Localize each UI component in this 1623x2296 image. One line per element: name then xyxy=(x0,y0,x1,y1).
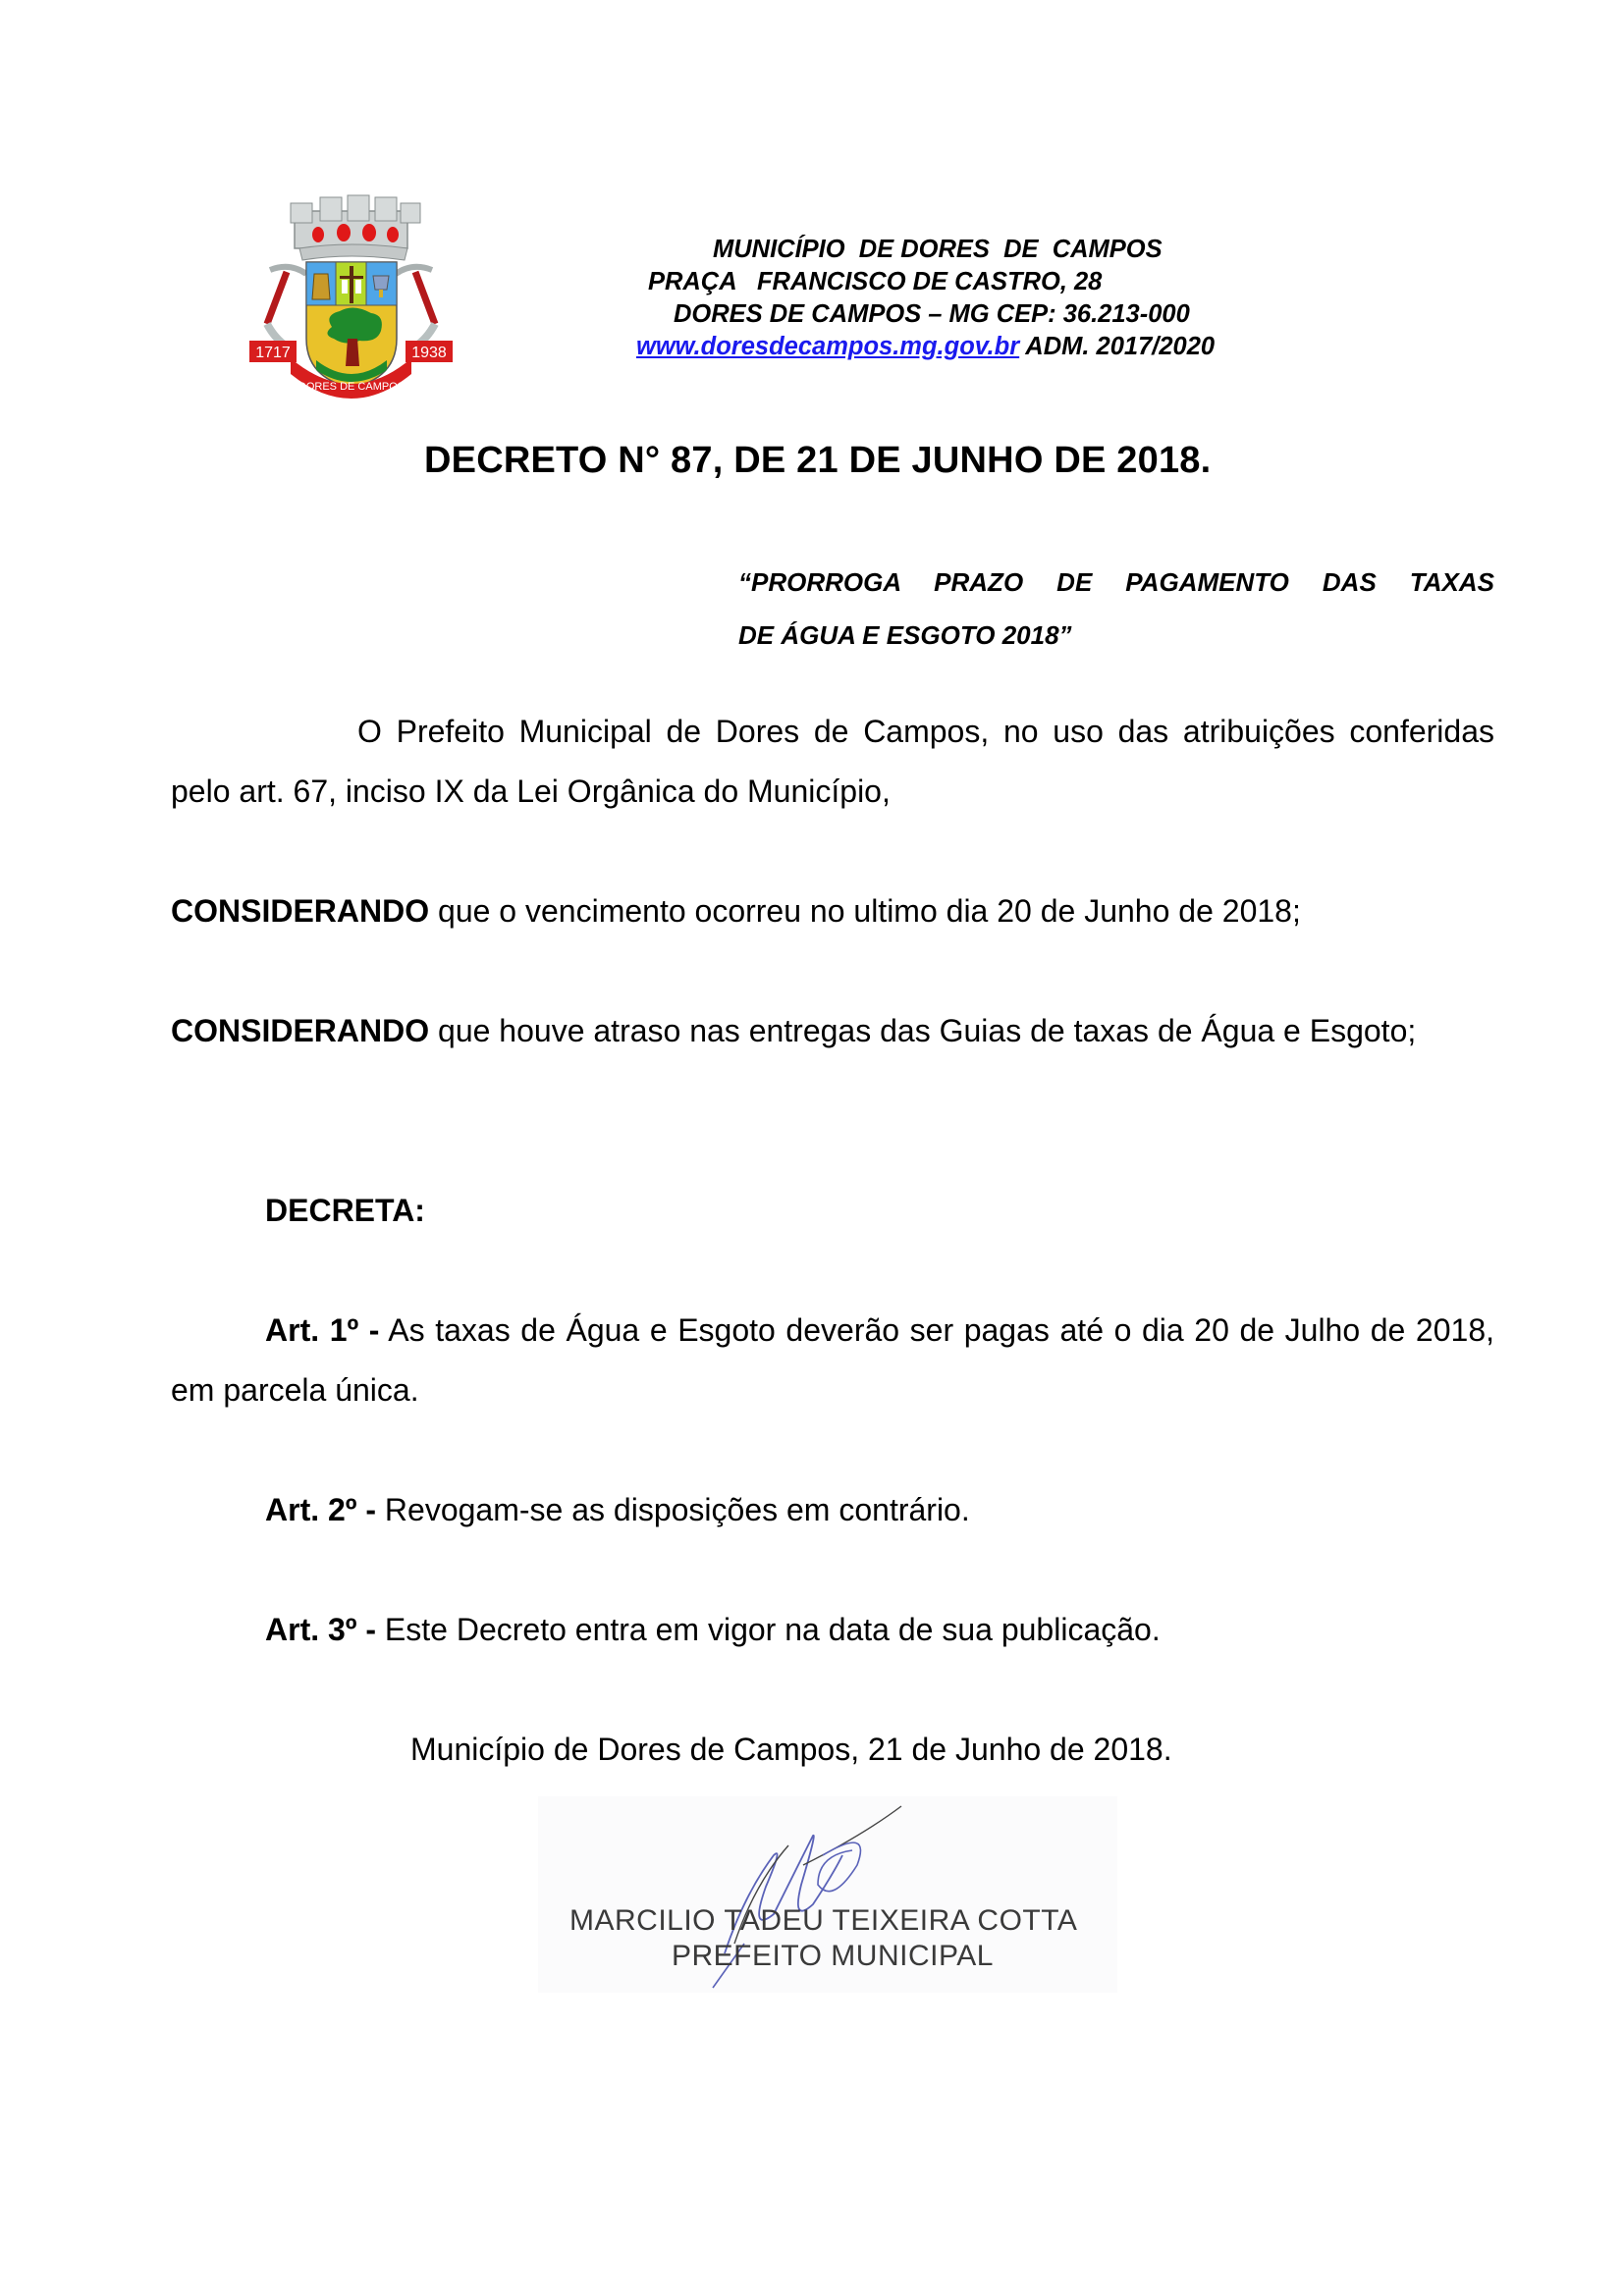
svg-text:1717: 1717 xyxy=(255,345,291,361)
considerando-text: que o vencimento ocorreu no ultimo dia 20 de Junho de 2018; xyxy=(429,893,1301,929)
article-label: Art. 1º - xyxy=(265,1312,380,1348)
preamble-paragraph: O Prefeito Municipal de Dores de Campos, no uso das atribuições conferidas pelo art. 67, inciso IX da Lei Orgânica do Município, xyxy=(171,714,1494,809)
considerando-paragraph xyxy=(171,1001,1494,1061)
article-text: Revogam-se as disposições em contrário. xyxy=(376,1492,970,1527)
place-date: Município de Dores de Campos, 21 de Junho de 2018. xyxy=(410,1732,1172,1767)
article-text: As taxas de Água e Esgoto deverão ser pagas até o dia 20 de Julho de 2018, em parcela única. xyxy=(171,1312,1495,1408)
letterhead-municipality: MUNICÍPIO DE DORES DE CAMPOS xyxy=(713,236,1163,263)
signature-block xyxy=(538,1796,1117,1993)
considerando-keyword: CONSIDERANDO xyxy=(171,893,430,929)
article-paragraph xyxy=(171,1600,1589,1660)
letterhead xyxy=(628,234,1316,363)
article-paragraph xyxy=(171,1301,1494,1420)
signatory-role: PREFEITO MUNICIPAL xyxy=(672,1940,994,1972)
decree-title: DECRETO N° 87, DE 21 DE JUNHO DE 2018. xyxy=(424,440,1212,481)
decree-summary xyxy=(738,556,1494,662)
article-label: Art. 2º - xyxy=(265,1492,377,1527)
decreta-label: DECRETA: xyxy=(265,1193,425,1228)
letterhead-address: PRAÇA FRANCISCO DE CASTRO, 28 xyxy=(648,268,1103,295)
administration-period: ADM. 2017/2020 xyxy=(1025,333,1216,360)
letterhead-city-cep: DORES DE CAMPOS – MG CEP: 36.213-000 xyxy=(674,300,1190,328)
municipal-coat-of-arms-icon xyxy=(245,191,457,407)
considerando-keyword: CONSIDERANDO xyxy=(171,1013,430,1048)
article-text: Este Decreto entra em vigor na data de sua publicação. xyxy=(376,1612,1161,1647)
mural-crown-icon xyxy=(291,195,420,260)
decree-summary-line-2: DE ÁGUA E ESGOTO 2018” xyxy=(738,620,1072,650)
shield-icon xyxy=(306,262,397,388)
signatory-name: MARCILIO TADEU TEIXEIRA COTTA xyxy=(569,1904,1078,1937)
website-link[interactable]: www.doresdecampos.mg.gov.br xyxy=(636,333,1020,360)
considerando-paragraph xyxy=(171,881,1494,941)
decreta-heading xyxy=(171,1181,1589,1241)
decree-summary-line-1: “PRORROGA PRAZO DE PAGAMENTO DAS TAXAS xyxy=(738,567,1494,597)
svg-text:1938: 1938 xyxy=(411,345,447,361)
considerando-text: que houve atraso nas entregas das Guias de taxas de Água e Esgoto; xyxy=(429,1013,1417,1048)
article-paragraph xyxy=(171,1480,1589,1540)
article-label: Art. 3º - xyxy=(265,1612,377,1647)
svg-text:DORES DE CAMPOS: DORES DE CAMPOS xyxy=(298,381,406,393)
letterhead-web-line xyxy=(628,331,1316,363)
